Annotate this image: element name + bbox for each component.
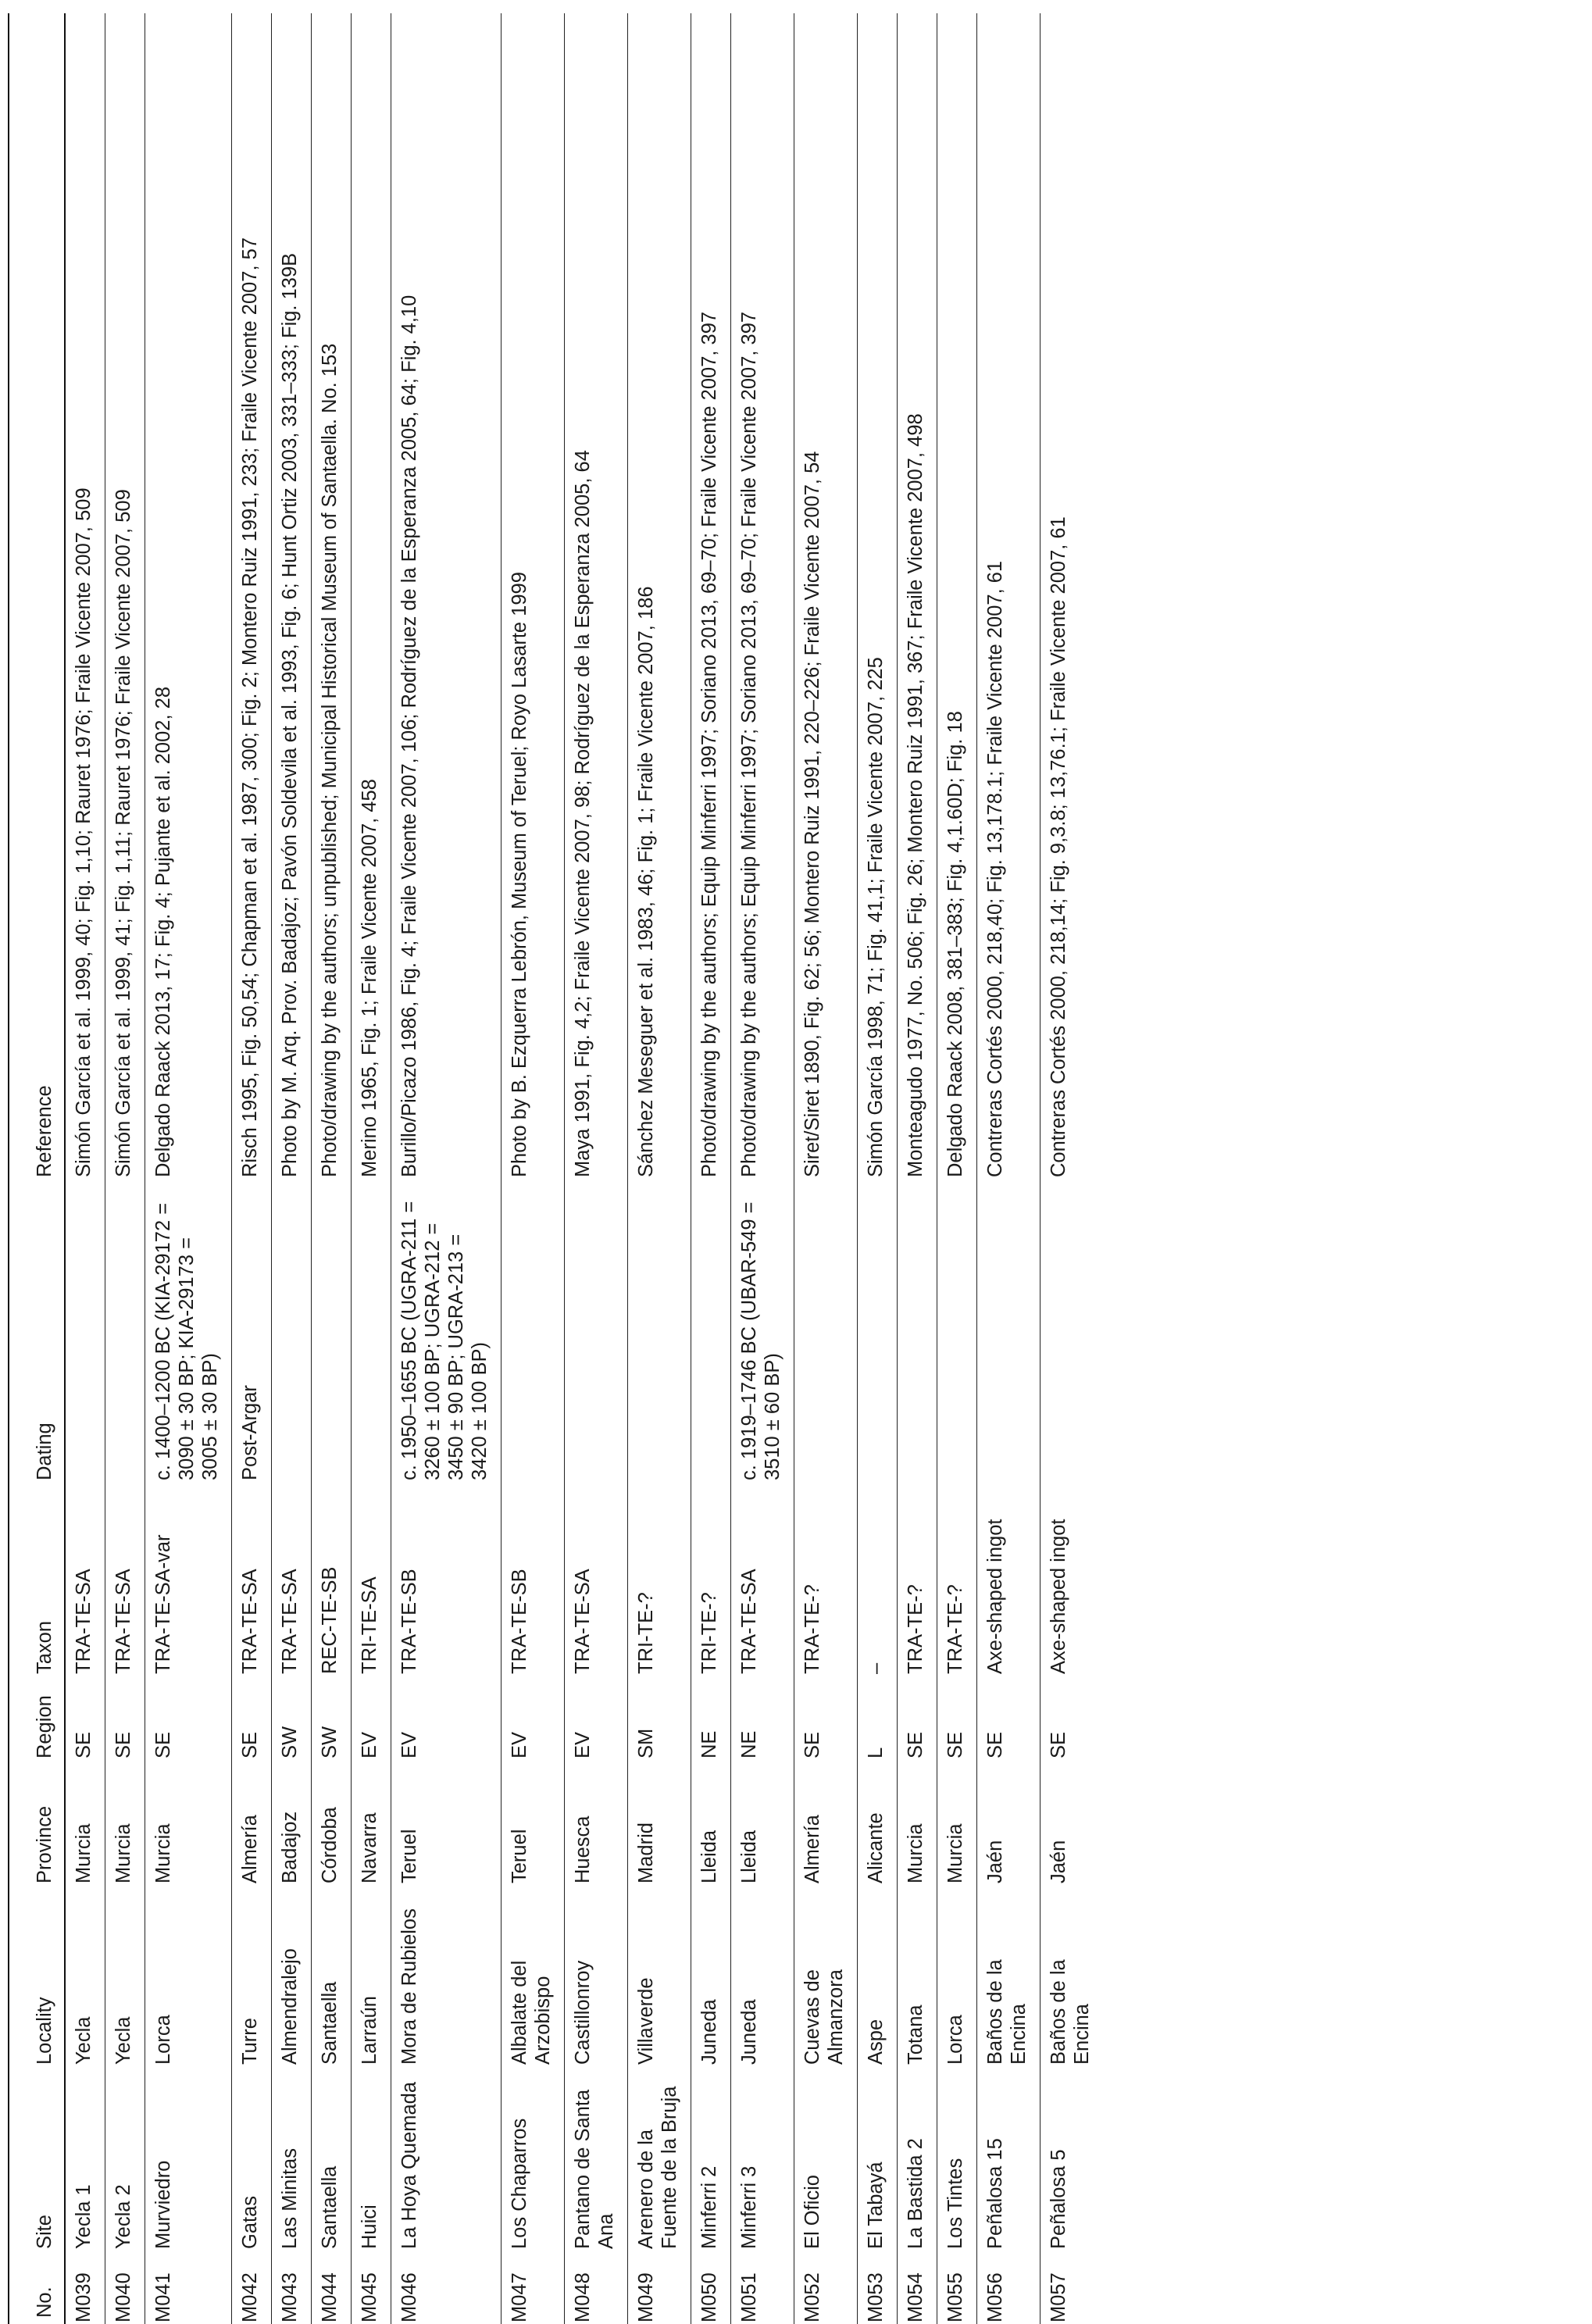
cell-reference: Contreras Cortés 2000, 218,14; Fig. 9,3.8; 13,76.1; Fraile Vicente 2007, 61 [1048, 516, 1069, 1177]
cell-no: M050 [698, 2272, 720, 2322]
cell-no: M046 [398, 2272, 420, 2322]
cell-dating: c. 1919–1746 BC (UBAR-549 = 3510 ± 60 BP) [738, 1201, 784, 1480]
table-body [65, 13, 1103, 2324]
cell-region: SE [1048, 1731, 1069, 1758]
cell-province: Murcia [112, 1823, 134, 1883]
cell-locality: Totana [905, 2004, 926, 2065]
cell-dating [312, 1183, 352, 1487]
cell-region: SE [239, 1731, 261, 1758]
cell-no: M055 [944, 2272, 966, 2322]
cell-taxon: TRI-TE-SA [359, 1576, 380, 1674]
table-row [565, 13, 628, 2324]
cell-region: EV [359, 1731, 380, 1758]
cell-no: M052 [801, 2272, 823, 2322]
cell-reference: Contreras Cortés 2000, 218,40; Fig. 13,178.1; Fraile Vicente 2007, 61 [984, 560, 1006, 1177]
cell-reference: Simón García et al. 1999, 41; Fig. 1,11; Rauret 1976; Fraile Vicente 2007, 509 [112, 489, 134, 1177]
cell-region: SE [984, 1731, 1006, 1758]
table-row [391, 13, 502, 2324]
cell-locality: Santaella [319, 1981, 341, 2065]
cell-region: SW [319, 1726, 341, 1758]
cell-no: M049 [635, 2272, 657, 2322]
cell-taxon: – [865, 1662, 887, 1674]
cell-locality: Juneda [698, 1999, 720, 2065]
cell-province: Murcia [905, 1823, 926, 1883]
cell-taxon: TRA-TE-SA-var [152, 1534, 174, 1674]
cell-dating [1041, 1183, 1104, 1487]
cell-region: SE [112, 1731, 134, 1758]
table-row [628, 13, 691, 2324]
cell-site: El Tabayá [865, 2162, 887, 2249]
cell-site: Peñalosa 15 [984, 2138, 1006, 2249]
table-row [105, 13, 145, 2324]
cell-locality: Castillonroy [572, 1960, 594, 2065]
cell-no: M051 [738, 2272, 760, 2322]
cell-reference: Burillo/Picazo 1986, Fig. 4; Fraile Vicente 2007, 106; Rodríguez de la Esperanza 2005, 64; Fig. 4,10 [398, 295, 420, 1177]
table-row [65, 13, 105, 2324]
cell-locality: Albalate del Arzobispo [509, 1960, 554, 2065]
cell-site: Yecla 1 [73, 2184, 95, 2249]
cell-region: EV [398, 1731, 420, 1758]
cell-reference: Siret/Siret 1890, Fig. 62; 56; Montero Ruiz 1991, 220–226; Fraile Vicente 2007, 54 [801, 451, 823, 1177]
cell-province: Murcia [73, 1823, 95, 1883]
cell-site: Las Minitas [279, 2148, 301, 2249]
cell-taxon: TRA-TE-SA [239, 1569, 261, 1674]
cell-no: M054 [905, 2272, 926, 2322]
cell-taxon: Axe-shaped ingot [984, 1519, 1006, 1674]
cell-reference: Sánchez Meseguer et al. 1983, 46; Fig. 1; Fraile Vicente 2007, 186 [635, 586, 657, 1177]
table-row [1041, 13, 1104, 2324]
cell-locality: Yecla [112, 2016, 134, 2065]
cell-taxon: TRI-TE-? [635, 1592, 657, 1674]
cell-dating [691, 1183, 731, 1487]
table-row [977, 13, 1041, 2324]
cell-dating [937, 1183, 977, 1487]
cell-province: Almería [801, 1815, 823, 1883]
table-row [691, 13, 731, 2324]
cell-no: M041 [152, 2272, 174, 2322]
header-site: Site [34, 2215, 55, 2249]
cell-reference: Monteagudo 1977, No. 506; Fig. 26; Montero Ruiz 1991, 367; Fraile Vicente 2007, 498 [905, 413, 926, 1177]
cell-site: Santaella [319, 2165, 341, 2249]
cell-reference: Photo/drawing by the authors; Equip Minferri 1997; Soriano 2013, 69–70; Fraile Vicente 2007, 397 [698, 311, 720, 1177]
cell-reference: Delgado Raack 2008, 381–383; Fig. 4,1.60D; Fig. 18 [944, 711, 966, 1177]
header-region: Region [34, 1695, 55, 1758]
table-row [232, 13, 272, 2324]
cell-site: Gatas [239, 2195, 261, 2249]
cell-dating: Post-Argar [239, 1385, 261, 1480]
cell-site: El Oficio [801, 2175, 823, 2249]
cell-taxon: TRA-TE-SA [572, 1569, 594, 1674]
cell-dating [898, 1183, 937, 1487]
cell-region: EV [572, 1731, 594, 1758]
cell-no: M044 [319, 2272, 341, 2322]
cell-province: Teruel [398, 1829, 420, 1883]
cell-site: Minferri 2 [698, 2165, 720, 2249]
table-row [898, 13, 937, 2324]
cell-no: M053 [865, 2272, 887, 2322]
cell-locality: Cuevas de Almanzora [801, 1969, 847, 2065]
cell-site: Huici [359, 2204, 380, 2249]
table-row [794, 13, 858, 2324]
cell-site: La Bastida 2 [905, 2138, 926, 2249]
cell-dating: c. 1950–1655 BC (UGRA-211 = 3260 ± 100 BP; UGRA-212 = 3450 ± 90 BP; UGRA-213 = 3420 ± 100 BP) [398, 1201, 491, 1480]
cell-reference: Simón García 1998, 71; Fig. 41,1; Fraile Vicente 2007, 225 [865, 657, 887, 1177]
cell-region: NE [738, 1730, 760, 1758]
cell-province: Jaén [984, 1840, 1006, 1883]
cell-taxon: TRA-TE-SA [738, 1569, 760, 1674]
cell-province: Lleida [738, 1830, 760, 1883]
table-row [937, 13, 977, 2324]
cell-no: M045 [359, 2272, 380, 2322]
cell-taxon: TRA-TE-? [944, 1584, 966, 1674]
cell-taxon: REC-TE-SB [319, 1566, 341, 1674]
cell-dating [352, 1183, 391, 1487]
cell-taxon: TRI-TE-? [698, 1592, 720, 1674]
cell-locality: Yecla [73, 2016, 95, 2065]
cell-no: M047 [509, 2272, 530, 2322]
cell-dating [65, 1183, 105, 1487]
cell-dating [272, 1183, 312, 1487]
cell-reference: Maya 1991, Fig. 4,2; Fraile Vicente 2007, 98; Rodríguez de la Esperanza 2005, 64 [572, 450, 594, 1177]
cell-reference: Photo/drawing by the authors; unpublished; Municipal Historical Museum of Santaella. No. 153 [319, 343, 341, 1177]
cell-locality: Mora de Rubielos [398, 1908, 420, 2065]
cell-dating [794, 1183, 858, 1487]
cell-no: M057 [1048, 2272, 1069, 2322]
header-taxon: Taxon [34, 1620, 55, 1674]
cell-locality: Juneda [738, 1999, 760, 2065]
cell-taxon: TRA-TE-SA [73, 1569, 95, 1674]
cell-reference: Simón García et al. 1999, 40; Fig. 1,10; Rauret 1976; Fraile Vicente 2007, 509 [73, 487, 95, 1177]
cell-region: SM [635, 1728, 657, 1758]
cell-site: La Hoya Quemada [398, 2081, 420, 2249]
cell-no: M042 [239, 2272, 261, 2322]
cell-taxon: TRA-TE-SB [509, 1569, 530, 1674]
cell-site: Peñalosa 5 [1048, 2149, 1069, 2249]
cell-reference: Photo/drawing by the authors; Equip Minferri 1997; Soriano 2013, 69–70; Fraile Vicente 2007, 397 [738, 311, 760, 1177]
cell-dating [565, 1183, 628, 1487]
cell-taxon: TRA-TE-SA [279, 1569, 301, 1674]
cell-site: Yecla 2 [112, 2184, 134, 2249]
cell-region: SW [279, 1726, 301, 1758]
cell-site: Pantano de Santa Ana [572, 2089, 617, 2249]
cell-dating [502, 1183, 565, 1487]
cell-region: SE [944, 1731, 966, 1758]
cell-no: M040 [112, 2272, 134, 2322]
cell-reference: Photo by M. Arq. Prov. Badajoz; Pavón Soldevila et al. 1993, Fig. 6; Hunt Ortiz 2003, 331–333; Fig. 139B [279, 252, 301, 1177]
cell-dating [628, 1183, 691, 1487]
cell-locality: Turre [239, 2018, 261, 2065]
cell-no: M039 [73, 2272, 95, 2322]
cell-region: SE [73, 1731, 95, 1758]
cell-taxon: TRA-TE-SA [112, 1569, 134, 1674]
cell-province: Madrid [635, 1822, 657, 1883]
cell-dating [858, 1183, 898, 1487]
header-locality: Locality [34, 1997, 55, 2065]
cell-province: Murcia [152, 1823, 174, 1883]
cell-site: Los Chaparros [509, 2118, 530, 2249]
header-row [9, 13, 65, 2324]
cell-locality: Villaverde [635, 1977, 657, 2065]
cell-locality: Almendralejo [279, 1948, 301, 2065]
cell-taxon: TRA-TE-? [801, 1584, 823, 1674]
table-row [145, 13, 232, 2324]
cell-dating [977, 1183, 1041, 1487]
cell-region: SE [801, 1731, 823, 1758]
cell-province: Murcia [944, 1823, 966, 1883]
cell-province: Navarra [359, 1812, 380, 1883]
table-row [731, 13, 794, 2324]
cell-locality: Lorca [944, 2015, 966, 2065]
cell-locality: Baños de la Encina [984, 1959, 1030, 2065]
cell-province: Badajoz [279, 1811, 301, 1883]
cell-locality: Lorca [152, 2015, 174, 2065]
cell-dating: c. 1400–1200 BC (KIA-29172 = 3090 ± 30 BP; KIA-29173 = 3005 ± 30 BP) [152, 1202, 221, 1480]
cell-reference: Merino 1965, Fig. 1; Fraile Vicente 2007, 458 [359, 779, 380, 1177]
data-table [8, 13, 1103, 2324]
cell-province: Almería [239, 1815, 261, 1883]
table-row [352, 13, 391, 2324]
cell-dating [105, 1183, 145, 1487]
table-row [272, 13, 312, 2324]
cell-site: Los Tintes [944, 2158, 966, 2249]
cell-no: M048 [572, 2272, 594, 2322]
cell-no: M043 [279, 2272, 301, 2322]
cell-reference: Risch 1995, Fig. 50,54; Chapman et al. 1987, 300; Fig. 2; Montero Ruiz 1991, 233; Fraile Vicente 2007, 57 [239, 237, 261, 1177]
cell-site: Arenero de la Fuente de la Bruja [635, 2086, 680, 2249]
cell-province: Jaén [1048, 1840, 1069, 1883]
cell-taxon: Axe-shaped ingot [1048, 1519, 1069, 1674]
cell-province: Alicante [865, 1812, 887, 1883]
table-row [502, 13, 565, 2324]
cell-province: Huesca [572, 1815, 594, 1883]
cell-site: Minferri 3 [738, 2165, 760, 2249]
cell-region: L [865, 1747, 887, 1758]
cell-taxon: TRA-TE-? [905, 1584, 926, 1674]
table-row [312, 13, 352, 2324]
cell-reference: Photo by B. Ezquerra Lebrón, Museum of Teruel; Royo Lasarte 1999 [509, 572, 530, 1177]
cell-site: Murviedro [152, 2160, 174, 2249]
cell-locality: Aspe [865, 2019, 887, 2065]
header-no: No. [34, 2287, 55, 2318]
cell-province: Lleida [698, 1830, 720, 1883]
header-reference: Reference [34, 1085, 55, 1177]
cell-taxon: TRA-TE-SB [398, 1569, 420, 1674]
cell-locality: Baños de la Encina [1048, 1959, 1093, 2065]
cell-province: Córdoba [319, 1807, 341, 1883]
cell-locality: Larraún [359, 1996, 380, 2065]
table-row [858, 13, 898, 2324]
cell-region: SE [152, 1731, 174, 1758]
header-province: Province [34, 1805, 55, 1883]
cell-region: SE [905, 1731, 926, 1758]
cell-region: EV [509, 1731, 530, 1758]
table-header [9, 13, 65, 2324]
cell-no: M056 [984, 2272, 1006, 2322]
cell-province: Teruel [509, 1829, 530, 1883]
cell-reference: Delgado Raack 2013, 17; Fig. 4; Pujante et al. 2002, 28 [152, 686, 174, 1177]
cell-region: NE [698, 1730, 720, 1758]
header-dating: Dating [34, 1423, 55, 1480]
